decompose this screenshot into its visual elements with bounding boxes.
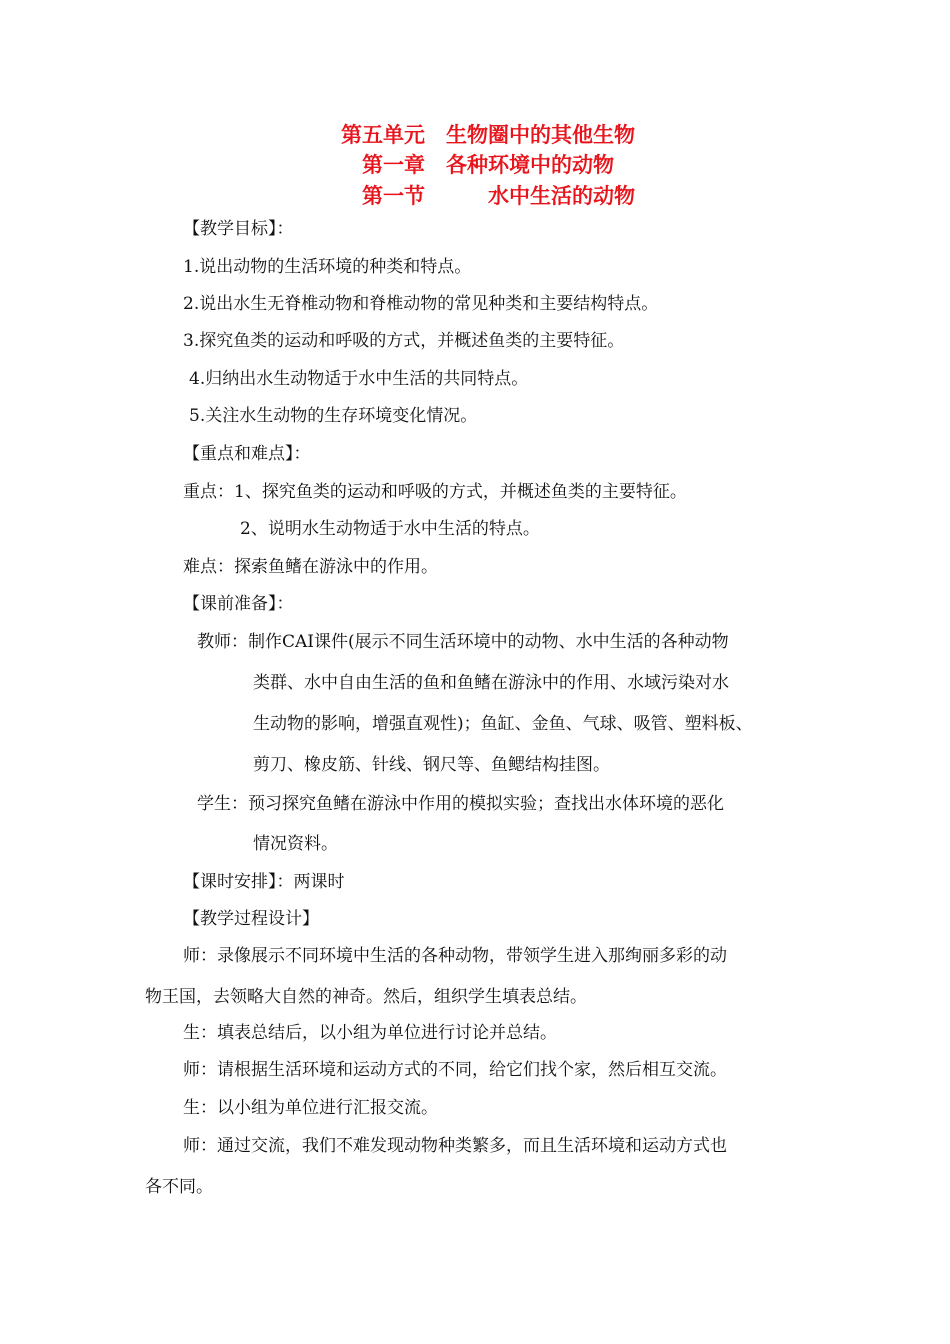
- teacher-prep-line: 剪刀、橡皮筋、针线、钢尺等、鱼鳃结构挂图。: [253, 755, 610, 775]
- key-point-1: 重点：1、探究鱼类的运动和呼吸的方式，并概述鱼类的主要特征。: [183, 482, 687, 502]
- objective-item: 5.关注水生动物的生存环境变化情况。: [189, 406, 478, 426]
- process-line: 师：请根据生活环境和运动方式的不同，给它们找个家，然后相互交流。: [183, 1060, 727, 1080]
- process-line: 物王国，去领略大自然的神奇。然后，组织学生填表总结。: [145, 987, 587, 1007]
- objective-item: 2.说出水生无脊椎动物和脊椎动物的常见种类和主要结构特点。: [183, 294, 659, 314]
- process-heading: 【教学过程设计】: [183, 909, 319, 929]
- section-title: 第一节 水中生活的动物: [362, 184, 635, 208]
- process-line: 生：以小组为单位进行汇报交流。: [183, 1098, 438, 1118]
- objective-item: 4.归纳出水生动物适于水中生活的共同特点。: [189, 369, 529, 389]
- teacher-prep-line: 教师：制作CAI课件(展示不同生活环境中的动物、水中生活的各种动物: [197, 632, 729, 652]
- objectives-heading: 【教学目标】：: [183, 219, 294, 239]
- unit-title: 第五单元 生物圈中的其他生物: [341, 123, 635, 147]
- teacher-prep-line: 生动物的影响，增强直观性)；鱼缸、金鱼、气球、吸管、塑料板、: [253, 714, 753, 734]
- process-line: 各不同。: [145, 1177, 213, 1197]
- key-point-2: 2、说明水生动物适于水中生活的特点。: [240, 519, 540, 539]
- objective-item: 3.探究鱼类的运动和呼吸的方式，并概述鱼类的主要特征。: [183, 331, 625, 351]
- process-line: 师：通过交流，我们不难发现动物种类繁多，而且生活环境和运动方式也: [183, 1136, 727, 1156]
- process-line: 师：录像展示不同环境中生活的各种动物，带领学生进入那绚丽多彩的动: [183, 946, 727, 966]
- schedule-line: 【课时安排】：两课时: [183, 872, 345, 892]
- student-prep-line: 学生：预习探究鱼鳍在游泳中作用的模拟实验；查找出水体环境的恶化: [197, 794, 724, 814]
- student-prep-line: 情况资料。: [253, 834, 338, 854]
- objective-item: 1.说出动物的生活环境的种类和特点。: [183, 257, 472, 277]
- chapter-title: 第一章 各种环境中的动物: [362, 153, 614, 177]
- preparation-heading: 【课前准备】：: [183, 594, 294, 614]
- key-points-heading: 【重点和难点】：: [183, 444, 311, 464]
- difficulty-point: 难点：探索鱼鳍在游泳中的作用。: [183, 557, 438, 577]
- teacher-prep-line: 类群、水中自由生活的鱼和鱼鳍在游泳中的作用、水域污染对水: [253, 673, 729, 693]
- process-line: 生：填表总结后，以小组为单位进行讨论并总结。: [183, 1023, 557, 1043]
